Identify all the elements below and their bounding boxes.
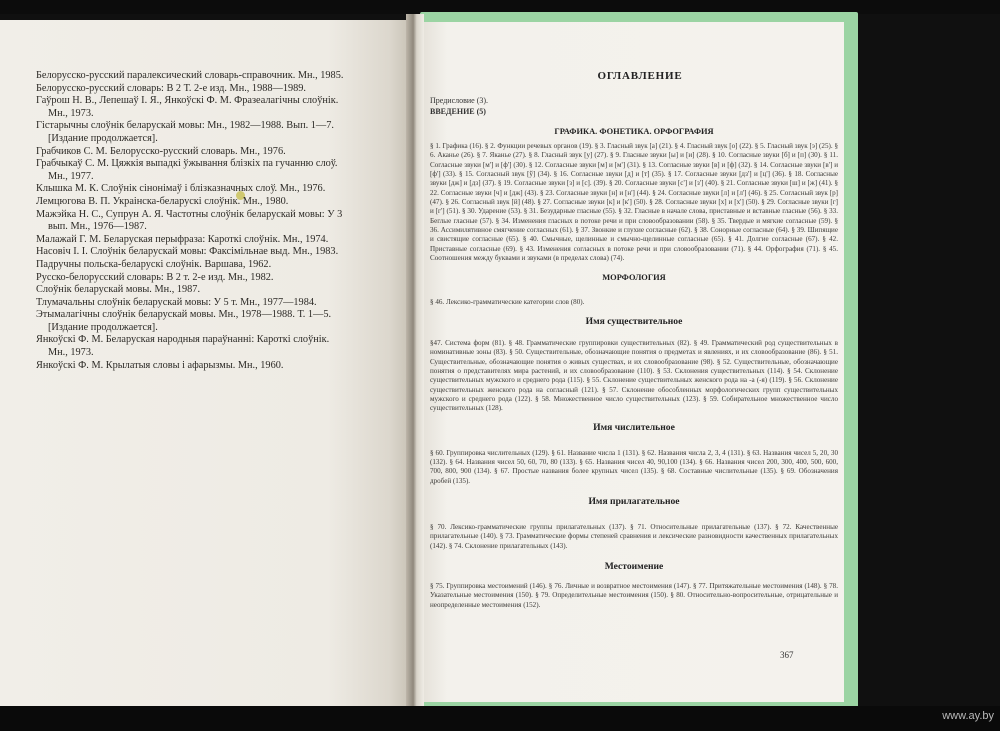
page-number: 367 bbox=[780, 650, 794, 660]
bibliography-line: Слоўнік беларускай мовы. Мн., 1987. bbox=[36, 284, 201, 296]
bibliography-line: Гістарычны слоўнік беларускай мовы: Мн., 1982—1988. Вып. 1—7. bbox=[36, 120, 334, 132]
bibliography-line: Тлумачальны слоўнік беларускай мовы: У 5 т. Мн., 1977—1984. bbox=[36, 296, 317, 308]
bibliography-line: Грабчыкаў С. М. Цяжкія выпадкі ўжывання блізкіх па гучанню слоў. bbox=[36, 158, 338, 170]
bibliography-line: [Издание продолжается]. bbox=[48, 321, 158, 333]
bibliography-line: Малажай Г. М. Беларуская перыфраза: Кароткі слоўнік. Мн., 1974. bbox=[36, 233, 329, 245]
section-entries: § 46. Лексико-грамматические категории слов (80). bbox=[430, 298, 585, 307]
section-heading: Имя существительное bbox=[585, 315, 683, 327]
bibliography-line: Русско-белорусский словарь: В 2 т. 2-е изд. Мн., 1982. bbox=[36, 271, 274, 283]
bibliography-line: Падручны польска-беларускі слоўнік. Варшава, 1962. bbox=[36, 258, 272, 270]
book-spine-gutter bbox=[406, 14, 424, 714]
bibliography-line: Мн., 1977. bbox=[48, 170, 94, 182]
scanner-edge-bottom bbox=[0, 706, 1000, 731]
section-heading: Имя прилагательное bbox=[588, 495, 680, 507]
bibliography-line: Мн., 1973. bbox=[48, 107, 94, 119]
bibliography-line: Янкоўскі Ф. М. Беларуская народныя параўнанні: Кароткі слоўнік. bbox=[36, 334, 330, 346]
section-entries: §47. Система форм (81). § 48. Грамматические группировки существительных (82). § 49. Грамматический род существительных в номинативные зоны (83). § 50. Существительные, обозначающие понятия о предметах и явлениях, и их словообразование (86). § 51. Существительные, обозначающие понятия о живых существах, и их словообразование (98). § 52. Существительные, обозначающие понятия о представителях мира растений, и их словообразование (110). § 53. Склонения существительных (114). § 54. Склонение существительных мужского и среднего рода (115). § 55. Склонение существительных женского рода на -а (-я) (119). § 56. Склонение существительных женского рода на согласный (121). § 57. Склонение обособленных морфологических групп существительных мужского и среднего рода (122). § 58. Множественное число существительных (123). § 59. Собирательное множественное число существительных (128). bbox=[430, 338, 838, 413]
bibliography-line: Белорусско-русский паралексический словарь-справочник. Мн., 1985. bbox=[36, 70, 344, 81]
section-heading: Местоимение bbox=[604, 560, 664, 572]
bibliography-line: вып. Мн., 1976—1987. bbox=[48, 221, 147, 233]
section-entries: § 70. Лексико-грамматические группы прилагательных (137). § 71. Относительные прилагательные (137). § 72. Качественные прилагательные (140). § 73. Грамматические формы степеней сравнения и лексические разновидности качественных прилагательных (142). § 74. Склонение прилагательных (143). bbox=[430, 522, 838, 550]
toc-preface: Предисловие (3). bbox=[430, 96, 489, 105]
bibliography-line: Насовіч І. І. Слоўнік беларускай мовы: Факсімільнае выд. Мн., 1983. bbox=[36, 246, 339, 258]
section-heading: Имя числительное bbox=[593, 421, 675, 433]
bibliography-line: Гаўрош Н. В., Лепешаў І. Я., Янкоўскі Ф. М. Фразеалагічны слоўнік. bbox=[36, 95, 339, 107]
bibliography-list bbox=[36, 70, 381, 372]
bibliography-line: Мажэйка Н. С., Супрун А. Я. Частотны слоўнік беларускай мовы: У 3 bbox=[36, 208, 343, 220]
section-entries: § 1. Графика (16). § 2. Функции речевых органов (19). § 3. Гласный звук [а] (21). § 4. Гласный звук [о] (22). § 5. Гласный звук [э] (25). § 6. Аканье (26). § 7. Яканье (27). § 8. Гласный звук [у] (27). § 9. Гласные звуки [ы] и [и] (28). § 10. Согласные звуки [б] и [п] (30). § 11. Согласные звуки [м'] и [ф'] (30). § 12. Согласные звуки [м] и [м'] (31). § 13. Согласные звуки [в] и [ф] (32). § 14. Согласные звуки [в'] и [ф'] (33). § 15. Согласный звук [ў] (34). § 16. Согласные звуки [д] и [т] (35). § 17. Согласные звуки [дз'] и [ц'] (36). § 18. Согласные звуки [дж] и [дз] (37). § 19. Согласные звуки [з] и [с]. (39). § 20. Согласные звуки [с'] и [з'] (40). § 21. Согласные звуки [ш] и [ж] (41). § 22. Согласные звуки [ч] и [дж] (43). § 23. Согласные звуки [н] и [н'] (44). § 24. Согласные звуки [л] и [л'] (46). § 25. Согласный звук [р] (47). § 26. Согласный звук [й] (48). § 27. Согласные звуки [к] и [к'] (50). § 28. Согласные звуки [х] и [х'] (50). § 29. Согласные звуки [г] и [г'] (51). § 30. Ударение (53). § 31. Безударные гласные (55). § 32. Гласные в начале слова, приставные и вставные гласные (56). § 33. Беглые гласные (57). § 34. Изменения гласных в потоке речи и при словообразовании (58). § 35. Твердые и мягкие согласные (59). § 36. Ассимилятивное смягчение согласных (61). § 37. Звонкие и глухие согласные (62). § 38. Сонорные согласные (64). § 39. Шипящие и свистящие согласные (65). § 40. Смычные, щелинные и смычно-щелинные согласные (65). § 41. Долгие согласные (67). § 42. Приставные согласные (69). § 43. Изменения согласных в потоке речи и при словообразовании (71). § 44. Орфография (71). § 45. Соотношения между буквами и звуками (в пределах слова) (74). bbox=[430, 142, 838, 263]
toc-introduction: ВВЕДЕНИЕ (5) bbox=[430, 106, 486, 116]
toc-title: ОГЛАВЛЕНИЕ bbox=[597, 70, 683, 82]
bibliography-line: Грабчиков С. М. Белорусско-русский словарь. Мн., 1976. bbox=[36, 145, 286, 157]
watermark: www.ay.by bbox=[942, 710, 994, 722]
bibliography-line: [Издание продолжается]. bbox=[48, 132, 158, 144]
bibliography-line: Лемцюгова В. П. Украінска-беларускі слоўнік. Мн., 1980. bbox=[36, 195, 289, 207]
bibliography-line: Мн., 1973. bbox=[48, 347, 94, 359]
section-entries: § 60. Группировка числительных (129). § 61. Название числа 1 (131). § 62. Названия числа 2, 3, 4 (131). § 63. Названия чисел 5, 20, 30 (132). § 64. Названия чисел 50, 60, 70, 80 (133). § 65. Названия чисел 40, 90,100 (134). § 66. Названия чисел 200, 300, 400, 500, 600, 700, 800, 900 (134). § 67. Простые названия более крупных чисел (135). § 68. Составные числительные (135). § 69. Обозначения дробей (135). bbox=[430, 448, 838, 485]
table-of-contents bbox=[430, 70, 838, 610]
bibliography-line: Клышка М. К. Слоўнік сінонімаў і блізказначных слоў. Мн., 1976. bbox=[36, 183, 326, 195]
bibliography-line: Белорусско-русский словарь: В 2 Т. 2-е изд. Мн., 1988—1989. bbox=[36, 82, 306, 94]
toc-sections bbox=[430, 127, 838, 610]
bibliography-line: Этымалагічны слоўнік беларускай мовы. Мн., 1978—1988. Т. 1—5. bbox=[36, 309, 332, 321]
section-heading: ГРАФИКА. ФОНЕТИКА. ОРФОГРАФИЯ bbox=[554, 127, 714, 136]
bibliography-line: Янкоўскі Ф. М. Крылатыя словы і афарызмы. Мн., 1960. bbox=[36, 359, 284, 371]
section-entries: § 75. Группировка местоимений (146). § 76. Личные и возвратное местоимения (147). § 77. Притяжательные местоимения (148). § 78. Указательные местоимения (150). § 79. Определительные местоимения (150). § 80. Относительно-вопросительные, отрицательные и неопределенные местоимения (152). bbox=[430, 581, 838, 609]
section-heading: МОРФОЛОГИЯ bbox=[602, 273, 666, 283]
